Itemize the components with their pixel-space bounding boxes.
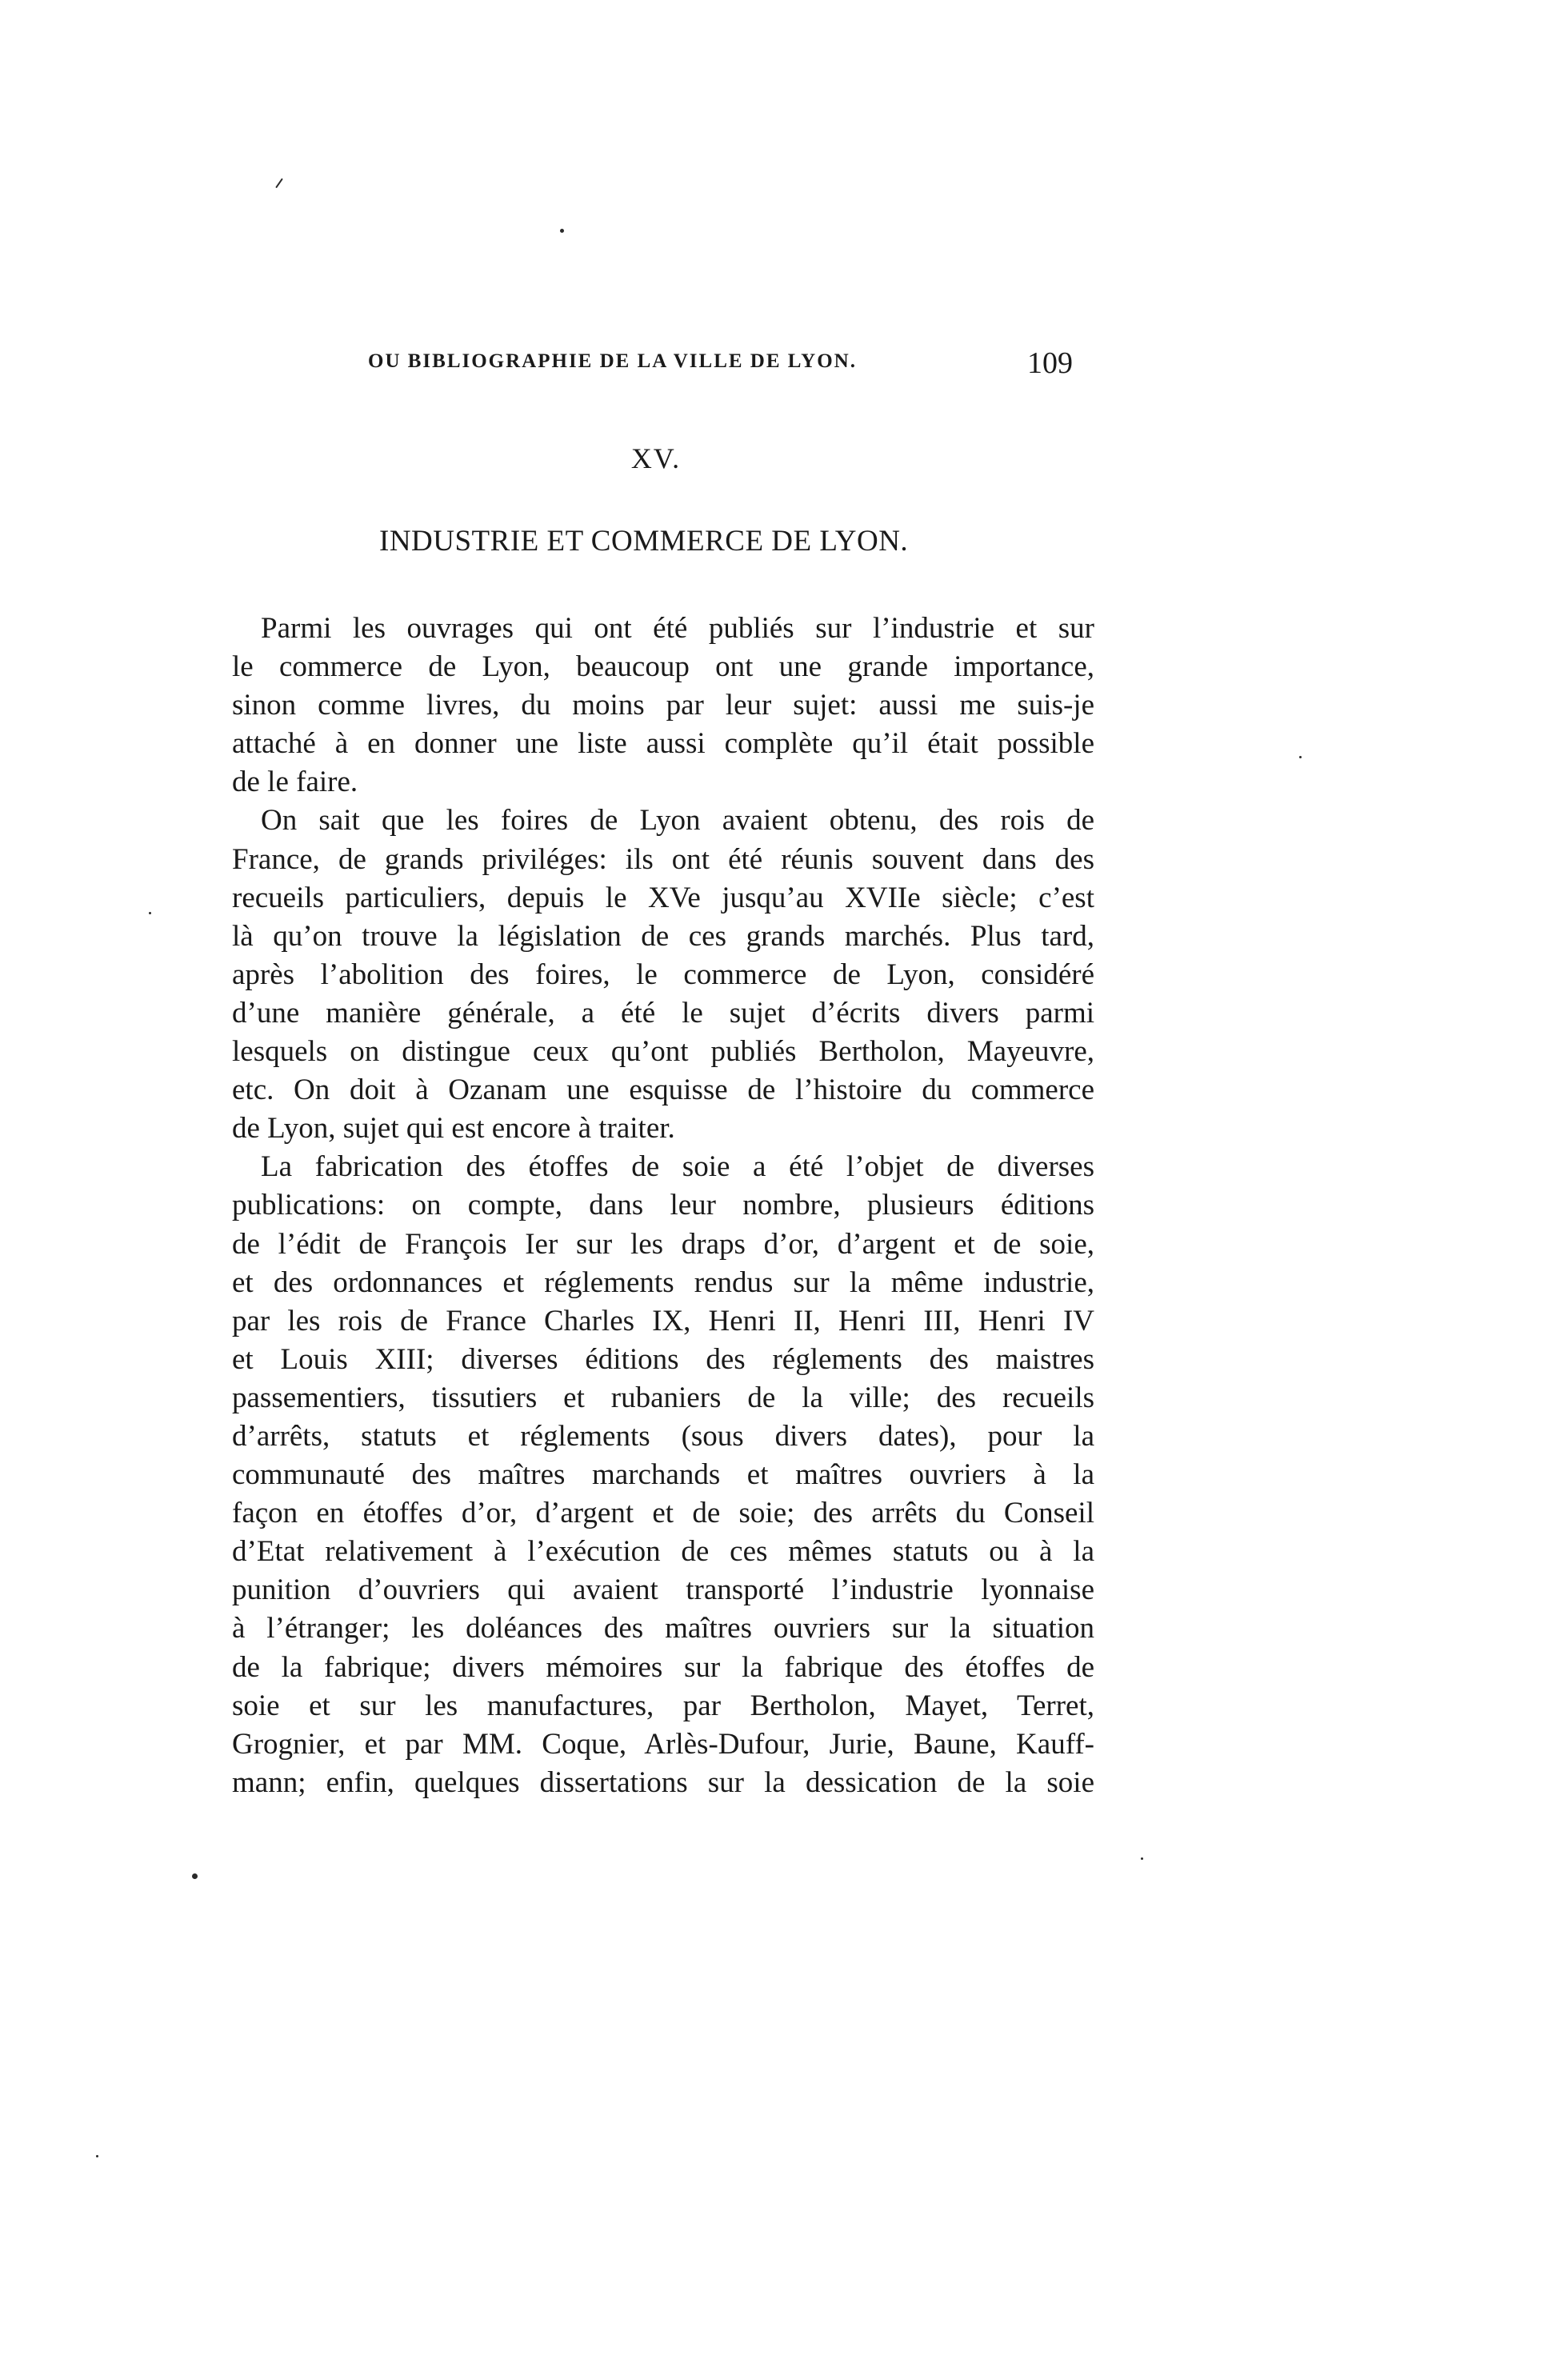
paper-speck: [1141, 1857, 1143, 1860]
text-line: Parmi les ouvrages qui ont été publiés sur l’industrie et sur: [261, 612, 1094, 645]
text-line: le commerce de Lyon, beaucoup ont une grande importance,: [232, 650, 1094, 684]
paper-speck: [192, 1873, 198, 1879]
text-line: d’arrêts, statuts et réglements (sous divers dates), pour la: [232, 1419, 1094, 1453]
text-line: La fabrication des étoffes de soie a été l’objet de diverses: [261, 1150, 1094, 1184]
text-line: etc. On doit à Ozanam une esquisse de l’histoire du commerce: [232, 1074, 1094, 1107]
text-line: après l’abolition des foires, le commerce de Lyon, considéré: [232, 958, 1094, 991]
text-line: France, de grands priviléges: ils ont été réunis souvent dans des: [232, 842, 1094, 876]
body-text: [232, 610, 1094, 1802]
text-line: de l’édit de François Ier sur les draps d’or, d’argent et de soie,: [232, 1227, 1094, 1261]
text-line: mann; enfin, quelques dissertations sur la dessication de la soie: [232, 1765, 1094, 1799]
text-line: lesquels on distingue ceux qu’ont publiés Bertholon, Mayeuvre,: [232, 1035, 1094, 1069]
text-line: On sait que les foires de Lyon avaient obtenu, des rois de: [261, 804, 1094, 838]
text-line: par les rois de France Charles IX, Henri II, Henri III, Henri IV: [232, 1304, 1094, 1337]
text-line: recueils particuliers, depuis le XVe jusqu’au XVIIe siècle; c’est: [232, 881, 1094, 914]
text-line: Grognier, et par MM. Coque, Arlès-Dufour, Jurie, Baune, Kauff-: [232, 1727, 1094, 1761]
text-line: et Louis XIII; diverses éditions des réglements des maistres: [232, 1342, 1094, 1376]
text-line: soie et sur les manufactures, par Bertholon, Mayet, Terret,: [232, 1689, 1094, 1722]
text-line: à l’étranger; les doléances des maîtres ouvriers sur la situation: [232, 1612, 1094, 1645]
text-line: attaché à en donner une liste aussi complète qu’il était possible: [232, 727, 1094, 761]
text-line: de la fabrique; divers mémoires sur la fabrique des étoffes de: [232, 1650, 1094, 1684]
paper-speck: [96, 2155, 98, 2157]
text-line: d’une manière générale, a été le sujet d’écrits divers parmi: [232, 996, 1094, 1030]
running-title: OU BIBLIOGRAPHIE DE LA VILLE DE LYON.: [368, 350, 857, 372]
paper-speck: [149, 912, 151, 914]
page-number: 109: [1027, 346, 1073, 380]
text-line: là qu’on trouve la législation de ces grands marchés. Plus tard,: [232, 919, 1094, 953]
text-line: punition d’ouvriers qui avaient transporté l’industrie lyonnaise: [232, 1573, 1094, 1607]
section-number: XV.: [630, 442, 682, 474]
running-header: [368, 346, 1088, 386]
text-line: et des ordonnances et réglements rendus sur la même industrie,: [232, 1265, 1094, 1299]
text-line: passementiers, tissutiers et rubaniers de la ville; des recueils: [232, 1381, 1094, 1414]
paper-speck: [1299, 756, 1302, 758]
text-line: publications: on compte, dans leur nombre, plusieurs éditions: [232, 1189, 1094, 1222]
text-line: sinon comme livres, du moins par leur sujet: aussi me suis-je: [232, 689, 1094, 722]
text-line: de le faire.: [232, 766, 358, 799]
paper-speck: [275, 178, 283, 189]
paper-speck: [560, 229, 564, 233]
text-line: de Lyon, sujet qui est encore à traiter.: [232, 1112, 675, 1146]
text-line: d’Etat relativement à l’exécution de ces mêmes statuts ou à la: [232, 1535, 1094, 1569]
text-line: communauté des maîtres marchands et maîtres ouvriers à la: [232, 1458, 1094, 1492]
section-title: INDUSTRIE ET COMMERCE DE LYON.: [379, 525, 909, 558]
text-line: façon en étoffes d’or, d’argent et de soie; des arrêts du Conseil: [232, 1497, 1094, 1530]
